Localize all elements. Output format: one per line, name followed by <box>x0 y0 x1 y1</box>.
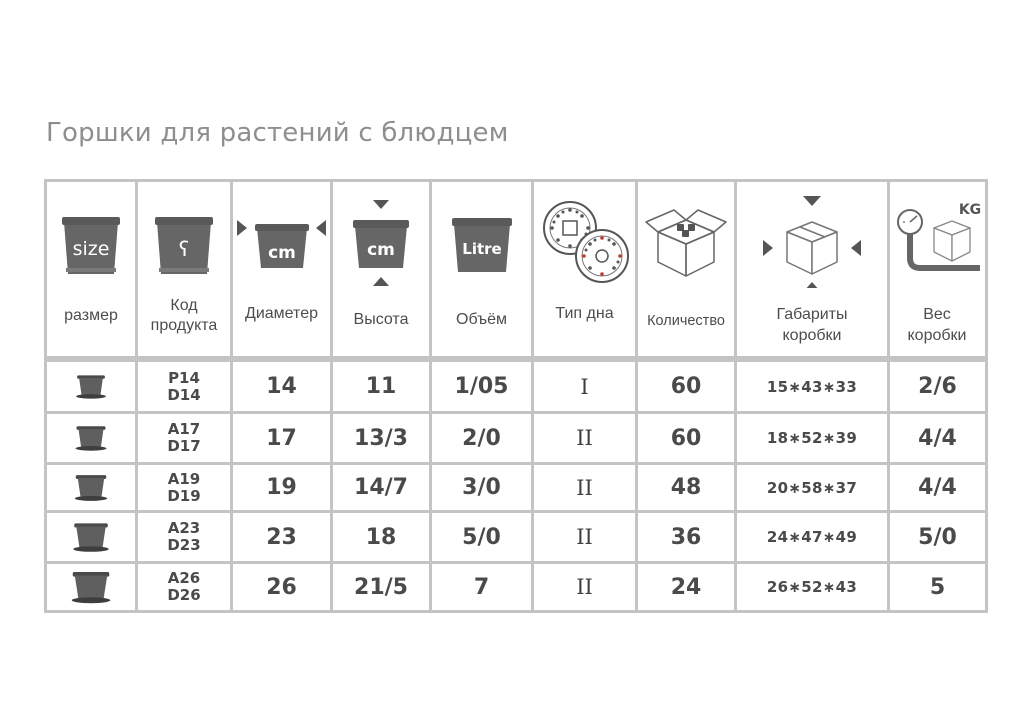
pot-thumbnail-cell <box>47 564 135 610</box>
header-code <box>138 182 230 356</box>
bottom-type-cell <box>534 465 635 510</box>
volume-cell <box>432 362 531 411</box>
box-weight-value: 5 <box>929 574 946 600</box>
header-label-code: Код продукта <box>150 297 218 334</box>
quantity-cell <box>638 513 734 561</box>
diameter-cell <box>233 362 330 411</box>
volume-cell <box>432 513 531 561</box>
header-volume <box>432 182 531 356</box>
product-code-cell <box>138 362 230 411</box>
header-height <box>333 182 429 356</box>
header-size <box>47 182 135 356</box>
svg-text:KG: KG <box>958 202 982 218</box>
box-dimensions-value: 18∗52∗39 <box>766 429 858 447</box>
volume-value: 1/05 <box>454 374 509 399</box>
box-weight-cell <box>890 465 985 510</box>
height-cell <box>333 465 429 510</box>
quantity-cell <box>638 465 734 510</box>
header-bottom-type <box>534 182 635 356</box>
height-cell <box>333 362 429 411</box>
diameter-value: 14 <box>266 374 297 399</box>
volume-value: 2/0 <box>462 425 501 451</box>
pot-size-icon <box>47 188 135 288</box>
header-label-bottom-type: Тип дна <box>555 305 614 322</box>
product-code-cell <box>138 414 230 462</box>
product-code-primary: P14 <box>168 368 200 387</box>
pot-thumbnail-cell <box>47 513 135 561</box>
bottom-type-value: II <box>576 525 593 549</box>
quantity-value: 48 <box>670 475 702 500</box>
height-value: 13/3 <box>354 425 408 451</box>
diameter-value: 26 <box>266 574 297 600</box>
quantity-value: 60 <box>670 425 702 451</box>
height-value: 18 <box>365 524 397 550</box>
box-dimensions-cell <box>737 513 887 561</box>
product-code-saucer: D19 <box>167 486 201 505</box>
quantity-value: 36 <box>670 524 702 550</box>
diameter-value: 17 <box>266 425 297 451</box>
svg-text:size: size <box>72 238 110 260</box>
box-dimensions-cell <box>737 465 887 510</box>
height-icon <box>333 188 429 288</box>
page-title: Горшки для растений с блюдцем <box>46 118 509 148</box>
box-dimensions-cell <box>737 414 887 462</box>
product-code-primary: A19 <box>167 469 201 488</box>
bottom-type-icon <box>534 188 635 288</box>
bottom-type-cell <box>534 564 635 610</box>
volume-value: 3/0 <box>462 475 501 500</box>
pot-thumbnail-icon <box>47 465 135 510</box>
product-table <box>44 179 988 613</box>
header-diameter <box>233 182 330 356</box>
diameter-value: 23 <box>266 524 297 550</box>
pot-thumbnail-icon <box>47 513 135 561</box>
product-code-saucer: D23 <box>167 536 201 554</box>
diameter-icon <box>233 188 330 288</box>
bottom-type-cell <box>534 414 635 462</box>
header-label-diameter: Диаметер <box>245 305 318 322</box>
pot-thumbnail-icon <box>47 362 135 411</box>
box-dimensions-value: 20∗58∗37 <box>766 478 858 497</box>
bottom-type-value: II <box>576 426 593 450</box>
diameter-cell <box>233 564 330 610</box>
volume-cell <box>432 414 531 462</box>
height-cell <box>333 414 429 462</box>
header-label-size: размер <box>64 307 118 324</box>
pot-thumbnail-cell <box>47 465 135 510</box>
svg-text:cm: cm <box>268 243 296 263</box>
height-value: 21/5 <box>354 574 408 600</box>
volume-cell <box>432 465 531 510</box>
box-weight-cell <box>890 564 985 610</box>
header-label-box-weight: Вес коробки <box>907 306 967 344</box>
diameter-value: 19 <box>266 475 297 500</box>
pot-thumbnail-icon <box>47 564 135 610</box>
product-code-primary: A23 <box>167 519 201 537</box>
header-box-weight <box>890 182 985 356</box>
pot-code-icon <box>138 188 230 288</box>
quantity-cell <box>638 414 734 462</box>
header-label-height: Высота <box>353 311 409 328</box>
diameter-cell <box>233 414 330 462</box>
product-code-cell <box>138 465 230 510</box>
volume-cell <box>432 564 531 610</box>
header-box-dimensions <box>737 182 887 356</box>
header-label-quantity: Количество <box>647 313 725 329</box>
quantity-value: 24 <box>670 574 702 600</box>
header-quantity <box>638 182 734 356</box>
pot-thumbnail-cell <box>47 414 135 462</box>
box-dimensions-icon <box>737 188 887 288</box>
svg-text:cm: cm <box>367 240 395 260</box>
box-dimensions-value: 26∗52∗43 <box>766 578 858 596</box>
height-cell <box>333 564 429 610</box>
product-code-cell <box>138 564 230 610</box>
quantity-cell <box>638 564 734 610</box>
box-dimensions-value: 24∗47∗49 <box>766 528 858 546</box>
box-weight-cell <box>890 513 985 561</box>
bottom-type-value: II <box>576 575 593 599</box>
box-weight-value: 4/4 <box>918 475 957 500</box>
box-weight-cell <box>890 362 985 411</box>
height-cell <box>333 513 429 561</box>
box-dimensions-value: 15∗43∗33 <box>766 377 858 396</box>
bottom-type-value: I <box>580 374 589 399</box>
bottom-type-cell <box>534 513 635 561</box>
product-code-primary: A26 <box>167 569 201 587</box>
svg-text:ʕ: ʕ <box>178 237 190 261</box>
svg-text:Litre: Litre <box>462 240 502 258</box>
volume-value: 7 <box>473 574 490 600</box>
diameter-cell <box>233 465 330 510</box>
pot-thumbnail-icon <box>47 414 135 462</box>
box-weight-cell <box>890 414 985 462</box>
box-weight-value: 4/4 <box>918 425 957 451</box>
bottom-type-value: II <box>576 475 593 500</box>
diameter-cell <box>233 513 330 561</box>
height-value: 14/7 <box>354 475 408 500</box>
product-code-saucer: D14 <box>167 385 201 404</box>
box-dimensions-cell <box>737 362 887 411</box>
height-value: 11 <box>365 374 397 399</box>
header-label-volume: Объём <box>456 311 507 328</box>
volume-value: 5/0 <box>462 524 501 550</box>
product-code-saucer: D26 <box>167 586 201 604</box>
pot-thumbnail-cell <box>47 362 135 411</box>
quantity-cell <box>638 362 734 411</box>
open-box-icon <box>638 188 734 288</box>
volume-icon <box>432 188 531 288</box>
product-code-primary: A17 <box>167 420 201 438</box>
product-code-saucer: D17 <box>167 437 201 455</box>
bottom-type-cell <box>534 362 635 411</box>
header-label-box-dimensions: Габариты коробки <box>776 306 848 344</box>
box-dimensions-cell <box>737 564 887 610</box>
product-code-cell <box>138 513 230 561</box>
box-weight-value: 2/6 <box>918 374 957 399</box>
scale-weight-icon <box>890 188 985 288</box>
quantity-value: 60 <box>670 374 702 399</box>
box-weight-value: 5/0 <box>918 524 957 550</box>
